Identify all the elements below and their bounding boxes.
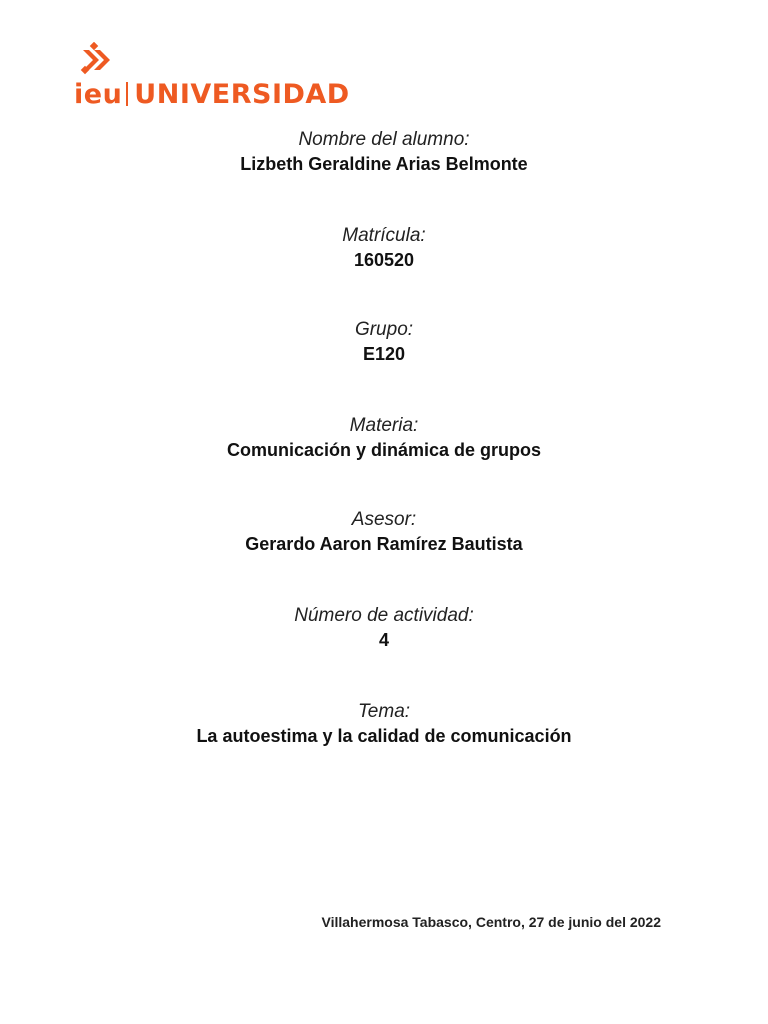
logo-prefix: ieu	[74, 79, 123, 110]
student-id-section	[0, 224, 768, 272]
student-name-section	[0, 128, 768, 176]
logo-name: UNIVERSIDAD	[134, 79, 350, 110]
advisor-label: Asesor:	[351, 509, 417, 530]
student-id-label: Matrícula:	[342, 225, 426, 246]
advisor-section	[0, 508, 768, 556]
topic-section	[0, 700, 768, 748]
place-and-date: Villahermosa Tabasco, Centro, 27 de junio del 2022	[321, 914, 661, 930]
ieu-arrow-icon	[78, 42, 118, 78]
university-logo	[74, 42, 350, 112]
logo-divider	[126, 82, 128, 106]
student-id-value: 160520	[353, 250, 415, 270]
topic-label: Tema:	[357, 701, 411, 722]
activity-number-label: Número de actividad:	[294, 605, 474, 626]
subject-value: Comunicación y dinámica de grupos	[226, 440, 542, 460]
student-name-value: Lizbeth Geraldine Arias Belmonte	[240, 154, 528, 174]
group-label: Grupo:	[354, 319, 414, 340]
topic-value: La autoestima y la calidad de comunicación	[196, 726, 572, 746]
student-name-label: Nombre del alumno:	[298, 129, 470, 150]
activity-number-section	[0, 604, 768, 652]
advisor-value: Gerardo Aaron Ramírez Bautista	[245, 534, 523, 554]
subject-section	[0, 414, 768, 462]
activity-number-value: 4	[378, 630, 389, 650]
subject-label: Materia:	[349, 415, 419, 436]
group-section	[0, 318, 768, 366]
group-value: E120	[362, 344, 406, 364]
logo-wordmark	[74, 80, 350, 110]
